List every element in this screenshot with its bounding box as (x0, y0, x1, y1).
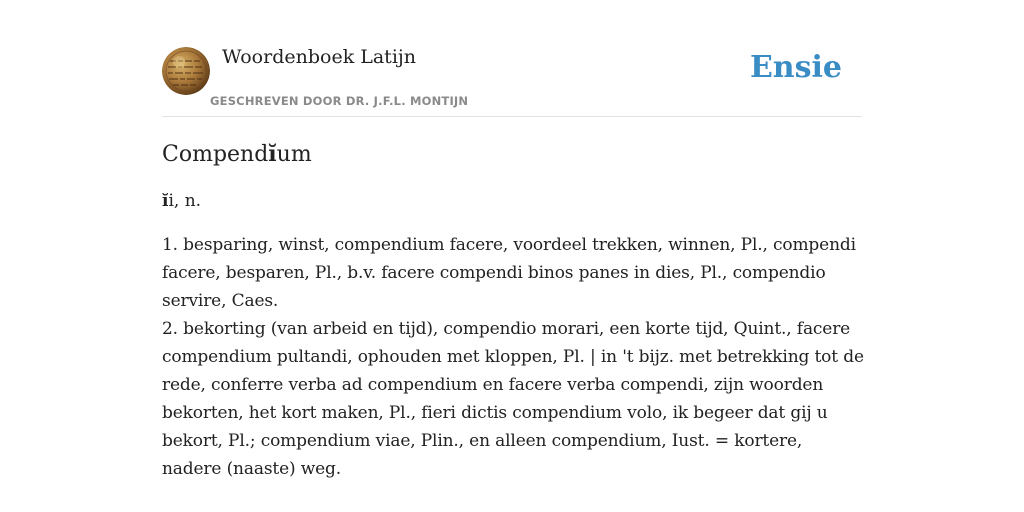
definition-body (162, 231, 866, 483)
site-header (162, 44, 862, 117)
ensie-logo-link[interactable]: Ensie (749, 50, 842, 85)
headword-suffix: um (276, 142, 312, 167)
grammar-info (162, 187, 866, 215)
sense-1: 1. besparing, winst, compendium facere, voordeel trekken, winnen, Pl., compendi facere, besparen, Pl., b.v. facere compendi binos panes in dies, Pl., compendio servire, Caes. (162, 235, 856, 311)
sense-2: 2. bekorting (van arbeid en tijd), compendio morari, een korte tijd, Quint., facere compendium pultandi, ophouden met kloppen, Pl. | in 't bijz. met betrekking tot de rede, conferre verba ad compendium en facere verba compendi, zijn woorden bekorten, het kort maken, Pl., fieri dictis compendium volo, ik begeer dat gij u bekort, Pl.; compendium viae, Plin., en alleen compendium, Iust. = kortere, nadere (naaste) weg. (162, 319, 864, 479)
ancient-coin-icon[interactable] (162, 47, 210, 95)
author-byline: GESCHREVEN DOOR DR. J.F.L. MONTIJN (210, 94, 469, 108)
dictionary-title[interactable]: Woordenboek Latijn (222, 46, 417, 68)
grammar-rest: i, n. (168, 191, 202, 211)
grammar-breve-i: ĭ (162, 191, 169, 211)
headword (162, 136, 866, 173)
headword-breve-i: ĭ (268, 141, 277, 167)
entry-content (162, 136, 866, 483)
headword-prefix: Compend (162, 142, 269, 167)
